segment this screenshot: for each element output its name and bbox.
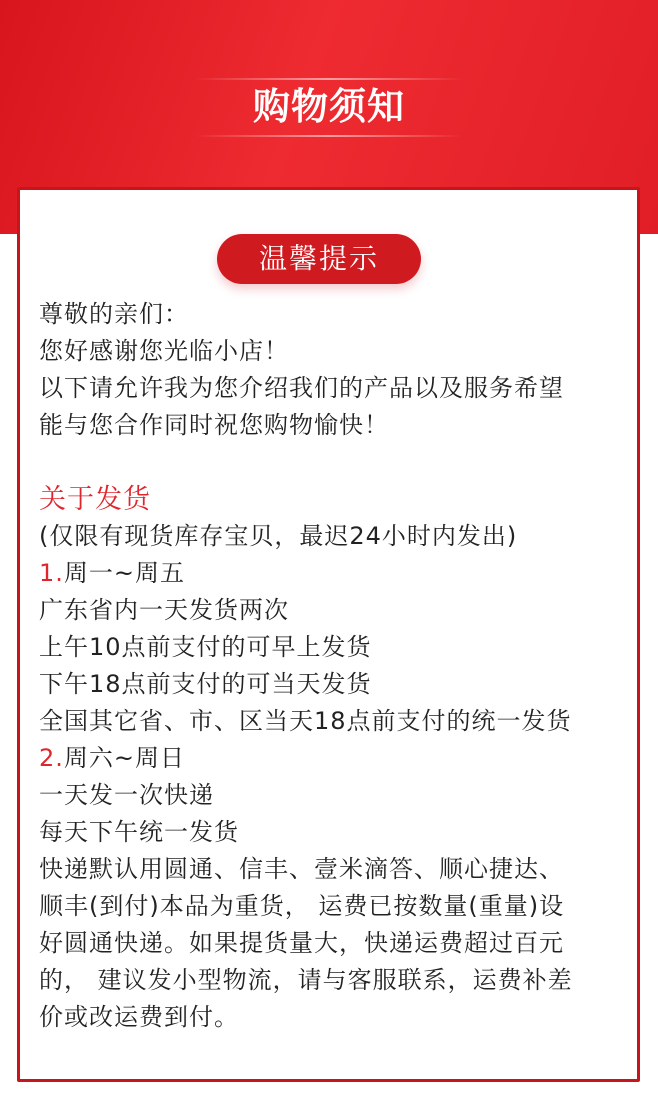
weekday-line: 下午18点前支付的可当天发货 — [39, 670, 372, 698]
weekday-line: 上午10点前支付的可早上发货 — [39, 633, 372, 661]
notice-content — [39, 296, 639, 1036]
weekend-line: 顺丰(到付)本品为重货， 运费已按数量(重量)设 — [39, 892, 565, 920]
weekend-line: 好圆通快递。如果提货量大，快递运费超过百元 — [39, 929, 564, 957]
item-title: 周一~周五 — [63, 559, 186, 587]
section-heading-shipping: 关于发货 — [39, 484, 151, 515]
title-divider-top — [195, 78, 463, 80]
intro-line: 以下请允许我为您介绍我们的产品以及服务希望 — [39, 374, 564, 402]
item-title: 周六~周日 — [63, 744, 186, 772]
weekday-title — [39, 555, 639, 592]
weekend-line: 每天下午统一发货 — [39, 818, 239, 846]
weekend-title — [39, 740, 639, 777]
item-number: 1. — [39, 559, 64, 587]
intro-line: 您好感谢您光临小店！ — [39, 337, 289, 365]
page-title: 购物须知 — [253, 85, 405, 128]
intro-line: 能与您合作同时祝您购物愉快！ — [39, 411, 389, 439]
weekend-line: 一天发一次快递 — [39, 781, 214, 809]
notice-card — [17, 187, 640, 1082]
weekday-line: 广东省内一天发货两次 — [39, 596, 289, 624]
weekend-line: 快递默认用圆通、信丰、壹米滴答、顺心捷达、 — [39, 855, 564, 883]
weekday-line: 全国其它省、市、区当天18点前支付的统一发货 — [39, 707, 572, 735]
weekend-line: 的， 建议发小型物流，请与客服联系，运费补差 — [39, 966, 573, 994]
weekend-line: 价或改运费到付。 — [39, 1003, 239, 1031]
shipping-note: (仅限有现货库存宝贝，最迟24小时内发出) — [39, 522, 518, 550]
spacer — [39, 444, 639, 481]
title-divider-bottom — [195, 135, 463, 137]
item-number: 2. — [39, 744, 64, 772]
notice-badge: 温馨提示 — [217, 234, 421, 284]
greeting-line: 尊敬的亲们： — [39, 300, 189, 328]
